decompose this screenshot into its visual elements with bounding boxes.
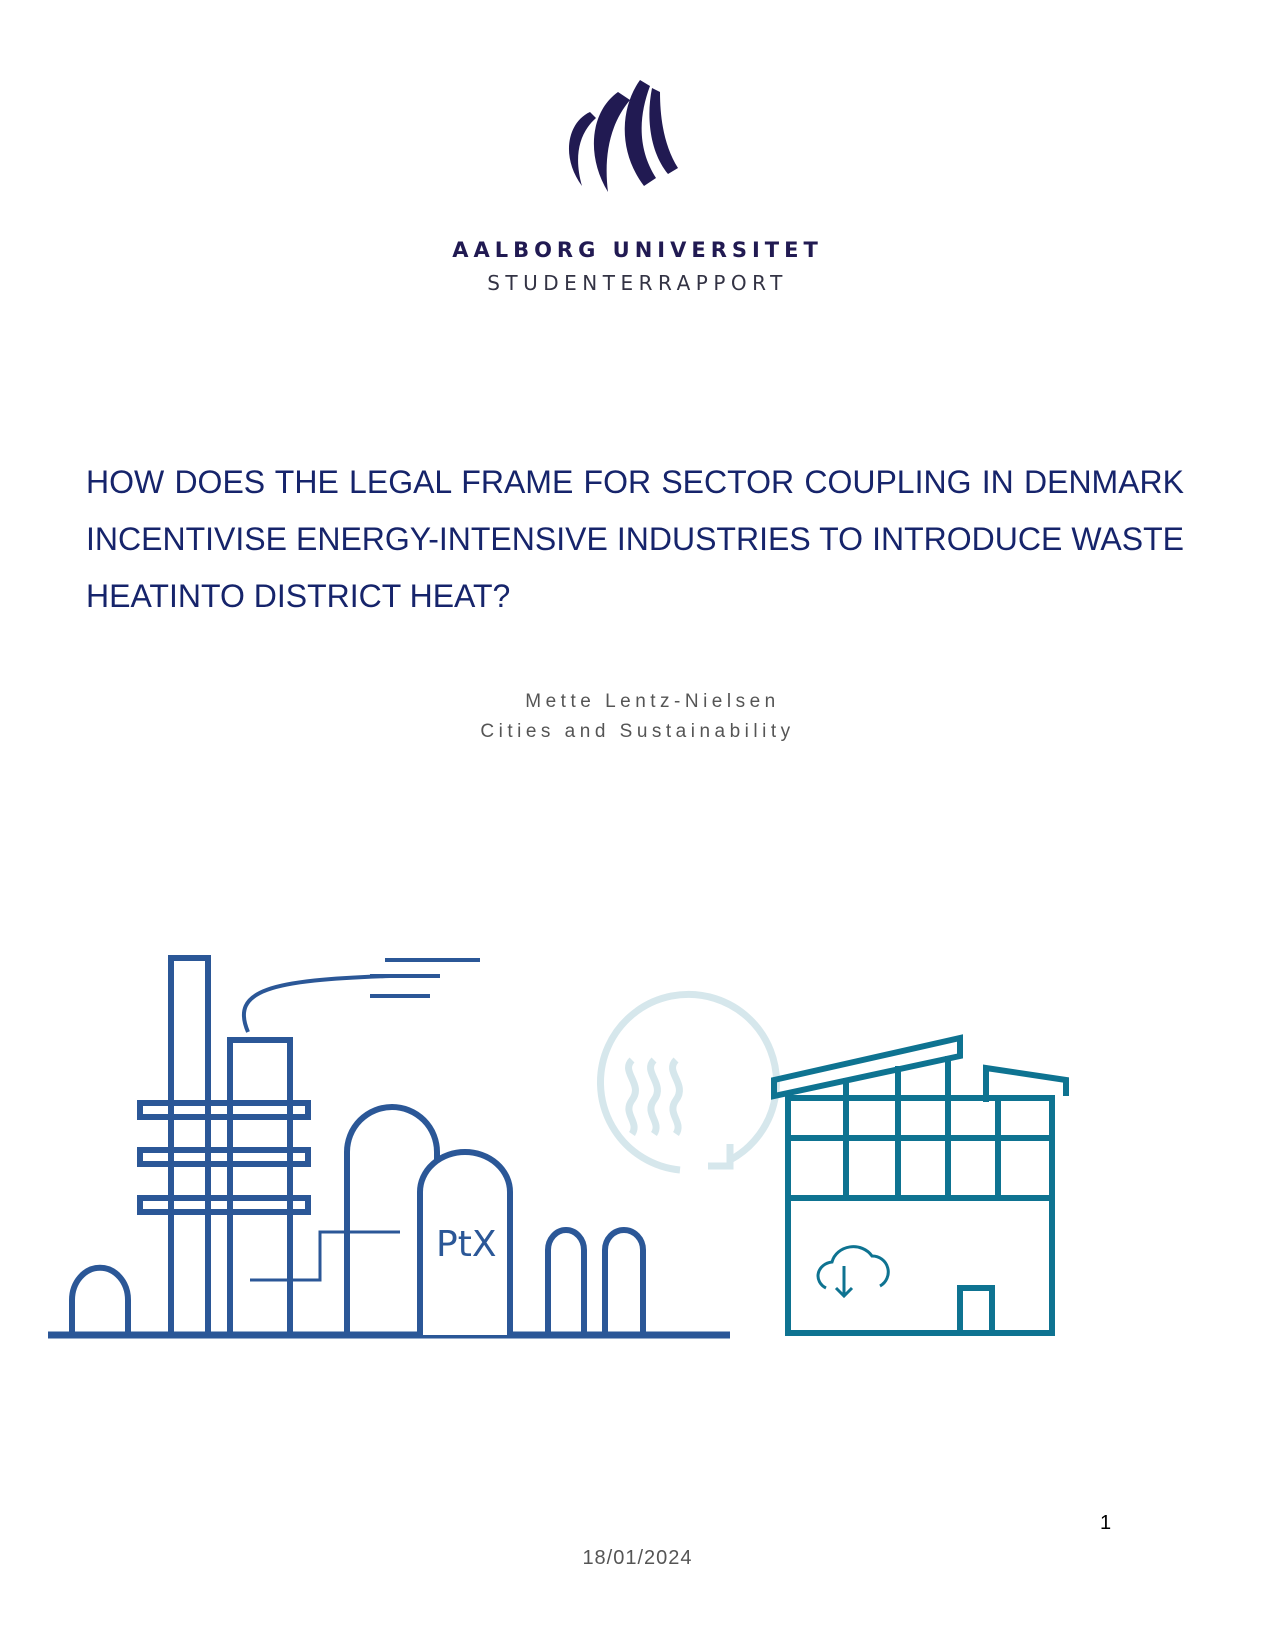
programme-name: Cities and Sustainability (480, 721, 795, 742)
district-heat-building-icon (774, 1038, 1066, 1333)
report-date: 18/01/2024 (582, 1547, 693, 1569)
sector-coupling-illustration (40, 930, 1120, 1350)
heat-cycle-icon (600, 994, 776, 1170)
university-name: AALBORG UNIVERSITET (452, 238, 823, 262)
report-title: HOW DOES THE LEGAL FRAME FOR SECTOR COUPLING IN DENMARK INCENTIVISE ENERGY-INTENSIVE INDUSTRIES TO INTRODUCE WASTE HEATINTO DISTRICT HEAT? (86, 464, 1184, 614)
page-number: 1 (1100, 1512, 1112, 1534)
ptx-label: PtX (436, 1224, 497, 1265)
aalborg-university-logo-icon (560, 78, 680, 202)
report-type: STUDENTERRAPPORT (487, 271, 788, 295)
author-name: Mette Lentz-Nielsen (525, 691, 780, 712)
